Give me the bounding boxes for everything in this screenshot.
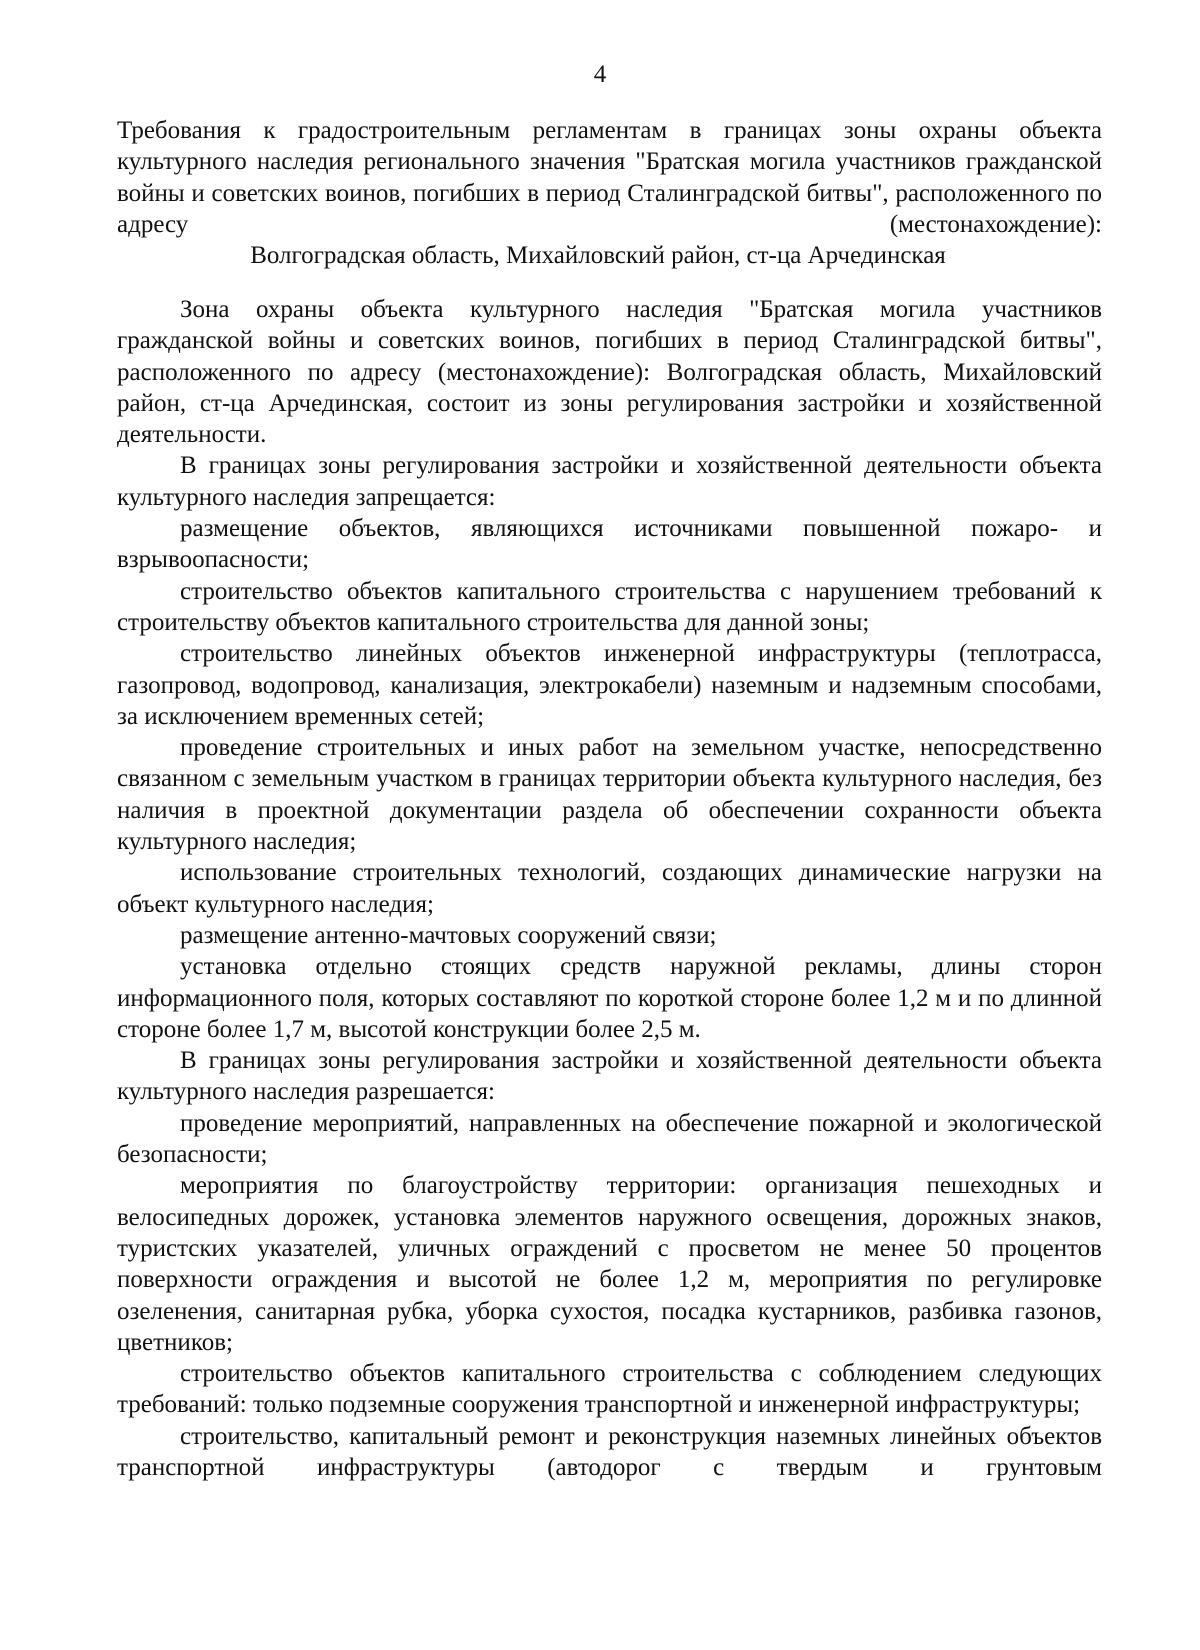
paragraph-prohibited-item: строительство объектов капитального строительства с нарушением требований к строительству объектов капитального строительства для данной зоны; <box>117 577 1102 636</box>
heading-location: Волгоградская область, Михайловский район, ст-ца Арчединская <box>250 242 946 270</box>
paragraph-zone-description: Зона охраны объекта культурного наследия "Братская могила участников гражданской войны и советских воинов, погибших в период Сталинградской битвы", расположенного по адресу (местонахождение): Волгоградская область, Михайловский район, ст-ца Арчединская, состоит из зоны регулирования застройки и хозяйственной деятельности. <box>117 296 1102 449</box>
page-number: 4 <box>593 61 607 88</box>
paragraph-prohibited-item: размещение антенно-мачтовых сооружений связи; <box>180 921 717 949</box>
heading-text: Требования к градостроительным регламентам в границах зоны охраны объекта культурного наследия регионального значения "Братская могила участников гражданской войны и советских воинов, погибших в период Сталинградской битвы", расположенного по адресу (местонахождение): <box>117 117 1102 238</box>
paragraph-permitted-item: мероприятия по благоустройству территории: организация пешеходных и велосипедных дорожек, установка элементов наружного освещения, дорожных знаков, туристских указателей, уличных ограждений с просветом не менее 50 процентов поверхности ограждения и высотой не более 1,2 м, мероприятия по регулировке озеленения, санитарная рубка, уборка сухостоя, посадка кустарников, разбивка газонов, цветников; <box>117 1172 1102 1356</box>
paragraph-permitted-item: проведение мероприятий, направленных на обеспечение пожарной и экологической безопасности; <box>117 1109 1102 1169</box>
paragraph-prohibited-item: установка отдельно стоящих средств наружной рекламы, длины сторон информационного поля, которых составляют по короткой стороне более 1,2 м и по длинной стороне более 1,7 м, высотой конструкции более 2,5 м. <box>117 953 1102 1043</box>
paragraph-prohibited-intro: В границах зоны регулирования застройки и хозяйственной деятельности объекта культурного наследия запрещается: <box>117 452 1102 511</box>
paragraph-prohibited-item: строительство линейных объектов инженерной инфраструктуры (теплотрасса, газопровод, водопровод, канализация, электрокабели) наземным и надземным способами, за исключением временных сетей; <box>117 640 1102 730</box>
paragraph-prohibited-item: размещение объектов, являющихся источниками повышенной пожаро- и взрывоопасности; <box>117 515 1102 574</box>
paragraph-permitted-intro: В границах зоны регулирования застройки и хозяйственной деятельности объекта культурного наследия разрешается: <box>117 1047 1102 1106</box>
paragraph-prohibited-item: использование строительных технологий, создающих динамические нагрузки на объект культурного наследия; <box>117 859 1102 918</box>
paragraph-permitted-item: строительство объектов капитального строительства с соблюдением следующих требований: только подземные сооружения транспортной и инженерной инфраструктуры; <box>117 1360 1102 1419</box>
paragraph-permitted-item: строительство, капитальный ремонт и реконструкция наземных линейных объектов транспортной инфраструктуры (автодорог с твердым и грунтовым <box>117 1422 1102 1481</box>
document-body <box>117 294 1102 1483</box>
document-heading <box>117 115 1102 271</box>
paragraph-prohibited-item: проведение строительных и иных работ на земельном участке, непосредственно связанном с земельным участком в границах территории объекта культурного наследия, без наличия в проектной документации раздела об обеспечении сохранности объекта культурного наследия; <box>117 734 1102 856</box>
